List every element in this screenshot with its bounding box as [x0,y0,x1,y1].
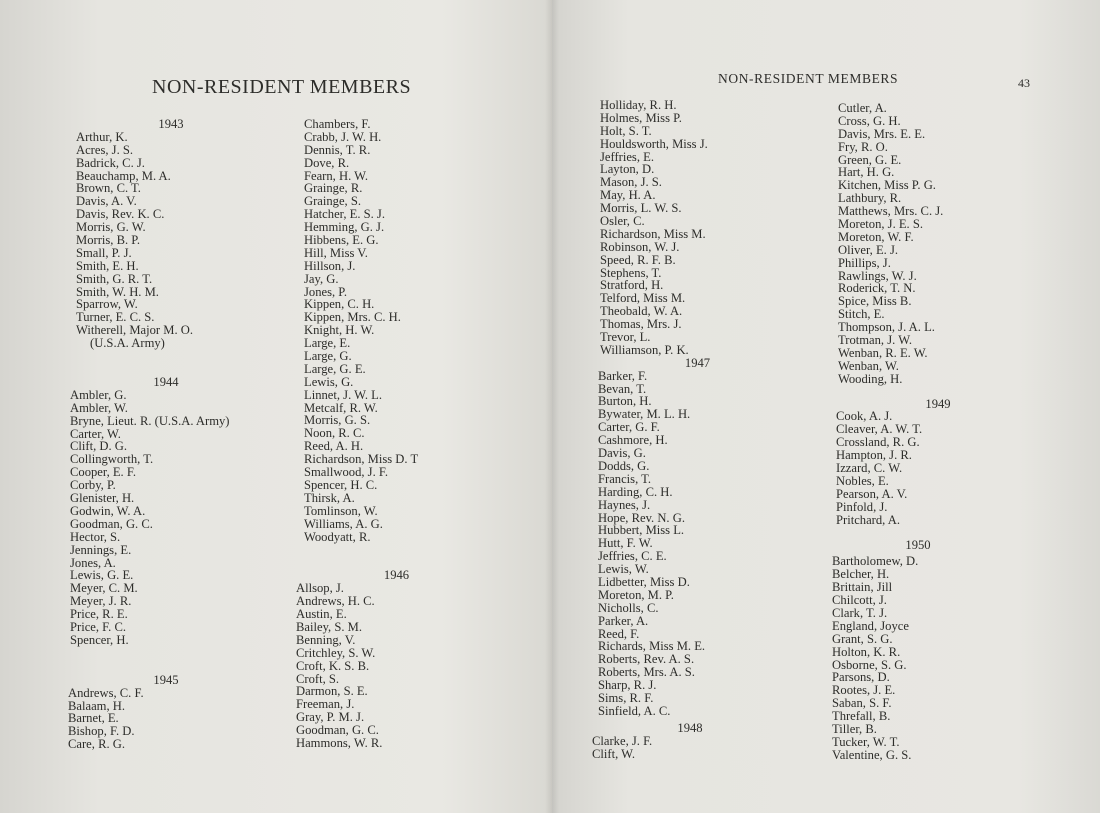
member-entry: Green, G. E. [838,152,902,167]
member-entry: Hibbens, E. G. [304,233,379,248]
member-entry: Price, R. E. [70,607,128,622]
member-entry: Woodyatt, R. [304,529,371,544]
member-entry: Large, G. E. [304,361,366,376]
member-entry: Wooding, H. [838,371,903,386]
member-entry: Holton, K. R. [832,644,901,659]
member-list-1949 [836,410,1038,526]
member-entry: Holmes, Miss P. [600,110,682,125]
member-entry: Freeman, J. [296,697,355,712]
member-entry: Tiller, B. [832,721,877,736]
member-entry: Bywater, M. L. H. [598,407,691,422]
member-entry: Morris, L. W. S. [600,201,682,216]
year-heading-1948: 1948 [677,720,703,735]
member-entry: Carter, W. [70,426,121,441]
member-entry: Witherell, Major M. O. [76,323,194,338]
member-entry: Godwin, W. A. [70,503,146,518]
member-list-1945 [68,687,266,751]
member-entry: Spice, Miss B. [838,294,912,309]
member-entry: Grainge, S. [304,194,362,209]
member-entry: Dennis, T. R. [304,142,371,157]
member-entry: Nicholls, C. [598,600,659,615]
member-entry: Mason, J. S. [600,175,662,190]
member-entry: Jeffries, C. E. [598,549,667,564]
member-entry: Hope, Rev. N. G. [598,510,685,525]
member-entry: Brittain, Jill [832,580,893,595]
member-entry: Kippen, C. H. [304,297,375,312]
member-entry: Moreton, J. E. S. [838,217,924,232]
member-entry: Harding, C. H. [598,484,673,499]
member-entry: Morris, G. S. [304,413,371,428]
member-entry: Francis, T. [598,471,652,486]
member-entry: Bevan, T. [598,381,647,396]
member-entry: Jay, G. [304,271,339,286]
member-entry: Corby, P. [70,478,116,493]
member-entry: Darmon, S. E. [296,684,368,699]
member-entry: England, Joyce [832,618,909,633]
member-entry: Smith, G. R. T. [76,271,153,286]
member-entry: Hill, Miss V. [304,245,368,260]
member-entry: Thomas, Mrs. J. [600,317,682,332]
column-4 [832,101,1038,762]
member-entry: Rootes, J. E. [832,683,896,698]
member-entry: Meyer, C. M. [70,581,138,596]
member-entry: Roberts, Rev. A. S. [598,652,695,667]
member-entry: Cleaver, A. W. T. [836,422,923,437]
member-entry: Andrews, C. F. [68,685,144,700]
member-entry: Davis, G. [598,446,646,461]
member-entry: Bishop, F. D. [68,724,135,739]
member-entry: Belcher, H. [832,567,890,582]
member-entry: Layton, D. [600,162,655,177]
member-entry: Rawlings, W. J. [838,268,917,283]
member-entry: Benning, V. [296,632,356,647]
year-heading-1950: 1950 [905,537,931,552]
member-entry: Grant, S. G. [832,631,893,646]
member-entry: Glenister, H. [70,491,135,506]
member-entry: Beauchamp, M. A. [76,168,171,183]
member-entry: Noon, R. C. [304,426,365,441]
column-2 [296,117,504,750]
member-entry: Stephens, T. [600,265,662,280]
member-entry: Sharp, R. J. [598,678,657,693]
member-entry: Large, E. [304,336,351,351]
member-entry: Clark, T. J. [832,605,888,620]
member-entry: Davis, A. V. [76,194,137,209]
member-entry: Barnet, E. [68,711,119,726]
member-entry: Smallwood, J. F. [304,465,389,480]
member-entry: Knight, H. W. [304,323,375,338]
member-entry: Chilcott, J. [832,593,887,608]
member-entry: Davis, Rev. K. C. [76,207,165,222]
member-entry: Jones, P. [304,284,348,299]
member-entry: Trotman, J. W. [838,333,913,348]
member-entry: Lathbury, R. [838,191,902,206]
member-entry: Badrick, C. J. [76,155,145,170]
member-entry: Acres, J. S. [76,142,134,157]
page-title-left: NON-RESIDENT MEMBERS [152,76,412,98]
member-entry: Hector, S. [70,529,121,544]
member-entry: Bartholomew, D. [832,554,919,569]
member-entry: Sparrow, W. [76,297,138,312]
year-heading-1946: 1946 [383,568,410,583]
member-entry: Metcalf, R. W. [304,400,378,415]
member-entry: Sims, R. F. [598,690,654,705]
member-entry: Jones, A. [70,555,116,570]
member-note: (U.S.A. Army) [90,336,165,351]
member-entry: Jeffries, E. [600,149,654,164]
member-entry: Croft, K. S. B. [296,658,370,673]
member-entry: Brown, C. T. [76,181,141,196]
member-entry: Andrews, H. C. [296,594,375,609]
member-entry: Moreton, W. F. [838,229,914,244]
member-entry: Cooper, E. F. [70,465,136,480]
member-entry: Chambers, F. [304,117,371,131]
member-entry: Smith, W. H. M. [76,284,159,299]
member-entry: Linnet, J. W. L. [304,387,383,402]
member-entry: Matthews, Mrs. C. J. [838,204,944,219]
member-entry: Bailey, S. M. [296,619,362,634]
member-entry: Williamson, P. K. [600,342,689,357]
year-heading-1944: 1944 [153,375,179,390]
member-entry: Threfall, B. [832,709,891,724]
member-entry: Davis, Mrs. E. E. [838,126,926,141]
member-entry: Williams, A. G. [304,516,383,531]
member-entry: Theobald, W. A. [600,304,683,319]
member-entry: Wenban, R. E. W. [838,345,928,360]
member-entry: Allsop, J. [296,581,344,596]
member-entry: Burton, H. [598,394,652,409]
member-entry: Dodds, G. [598,458,650,473]
member-entry: Stratford, H. [600,278,664,293]
year-heading-1947: 1947 [684,355,711,370]
member-entry: Parker, A. [598,613,649,628]
member-entry: Reed, A. H. [304,439,364,454]
member-entry: Gray, P. M. J. [296,710,365,725]
member-entry: Thirsk, A. [304,490,355,505]
member-entry: Meyer, J. R. [70,594,132,609]
member-entry: Morris, G. W. [76,220,146,235]
member-entry: Hubbert, Miss L. [598,523,685,538]
member-list-1947 [598,370,800,718]
member-entry: Jennings, E. [70,542,132,557]
member-entry: Holt, S. T. [600,123,652,138]
member-entry: Wenban, W. [838,358,899,373]
member-entry: Kippen, Mrs. C. H. [304,310,401,325]
member-entry: Izzard, C. W. [836,461,903,476]
year-heading-1949: 1949 [925,396,951,411]
member-entry: Cross, G. H. [838,113,901,128]
member-entry: Cashmore, H. [598,433,668,448]
member-list-1946-cont [600,99,800,357]
member-entry: Hatcher, E. S. J. [304,207,385,222]
member-entry: Houldsworth, Miss J. [600,136,708,151]
member-list-1948-cont [838,102,1038,386]
member-entry: Turner, E. C. S. [76,310,155,325]
member-entry: Lidbetter, Miss D. [598,574,690,589]
member-entry: Nobles, E. [836,473,889,488]
member-entry: Valentine, G. S. [832,747,912,762]
member-entry: Hillson, J. [304,258,356,273]
column-3 [592,98,800,761]
member-entry: Small, P. J. [76,245,132,260]
member-entry: Crossland, R. G. [836,435,920,450]
member-entry: Pearson, A. V. [836,486,908,501]
member-entry: Ambler, W. [70,400,128,415]
member-entry: Roderick, T. N. [838,281,916,296]
member-entry: Reed, F. [598,626,640,641]
member-list-1950 [832,555,1038,761]
page-number: 43 [1018,76,1030,90]
member-entry: Croft, S. [296,671,340,686]
member-entry: Richardson, Miss M. [600,226,706,241]
member-entry: Spencer, H. [70,632,129,647]
member-entry: Richardson, Miss D. T [304,452,419,467]
member-entry: Price, F. C. [70,619,127,634]
member-entry: Smith, E. H. [76,258,139,273]
member-entry: Saban, S. F. [832,696,892,711]
member-entry: Oliver, E. J. [838,242,899,257]
member-list-1946 [296,582,504,750]
member-entry: Trevor, L. [600,330,651,345]
member-entry: Thompson, J. A. L. [838,320,935,335]
member-entry: Sinfield, A. C. [598,703,671,718]
member-entry: Hammons, W. R. [296,735,383,750]
member-list-1943 [76,131,266,337]
member-entry: Holliday, R. H. [600,98,677,112]
member-entry: Cutler, A. [838,101,887,115]
member-entry: Richards, Miss M. E. [598,639,706,654]
member-entry: Goodman, G. C. [296,723,379,738]
member-entry: Lewis, G. E. [70,568,134,583]
member-entry: Large, G. [304,349,352,364]
member-entry: Critchley, S. W. [296,645,376,660]
member-entry: Goodman, G. C. [70,516,153,531]
member-entry: Tomlinson, W. [304,503,378,518]
member-entry: Robinson, W. J. [600,239,680,254]
member-entry: Ambler, G. [70,387,127,402]
member-entry: Hart, H. G. [838,165,895,180]
member-entry: Austin, E. [296,607,347,622]
member-entry: Kitchen, Miss P. G. [838,178,936,193]
member-list-1943-cont [304,118,504,543]
member-entry: Telford, Miss M. [600,291,686,306]
member-entry: Tucker, W. T. [832,734,900,749]
member-entry: Clarke, J. F. [592,733,653,748]
member-entry: Barker, F. [598,368,648,383]
member-entry: Osler, C. [600,214,645,229]
member-entry: Roberts, Mrs. A. S. [598,665,695,680]
member-entry: Pritchard, A. [836,512,901,527]
member-entry: Pinfold, J. [836,499,888,514]
member-entry: Crabb, J. W. H. [304,129,382,144]
member-entry: Arthur, K. [76,129,128,144]
member-entry: Dove, R. [304,155,350,170]
member-entry: Carter, G. F. [598,420,660,435]
book-gutter [545,0,559,813]
member-entry: Clift, W. [592,746,636,761]
member-entry: Bryne, Lieut. R. (U.S.A. Army) [70,413,230,428]
member-entry: Cook, A. J. [836,409,893,424]
member-entry: May, H. A. [600,188,656,203]
member-entry: Collingworth, T. [70,452,154,467]
member-entry: Stitch, E. [838,307,885,322]
year-heading-1945: 1945 [153,672,179,687]
member-entry: Parsons, D. [832,670,890,685]
year-heading-1943: 1943 [158,117,184,131]
member-entry: Haynes, J. [598,497,651,512]
member-entry: Hutt, F. W. [598,536,653,551]
member-entry: Spencer, H. C. [304,477,378,492]
member-entry: Hemming, G. J. [304,220,385,235]
member-entry: Fry, R. O. [838,139,888,154]
member-entry: Balaam, H. [68,698,126,713]
member-entry: Clift, D. G. [70,439,128,454]
member-list-1944 [70,389,266,647]
member-entry: Lewis, W. [598,562,649,577]
member-entry: Morris, B. P. [76,233,141,248]
column-1 [68,117,266,752]
member-entry: Grainge, R. [304,181,363,196]
member-entry: Speed, R. F. B. [600,252,676,267]
member-entry: Osborne, S. G. [832,657,907,672]
member-entry: Care, R. G. [68,737,126,752]
page-title-right: NON-RESIDENT MEMBERS [718,71,899,86]
member-list-1948 [592,735,800,761]
member-entry: Lewis, G. [304,374,354,389]
member-entry: Fearn, H. W. [304,168,369,183]
member-entry: Phillips, J. [838,255,891,270]
member-entry: Moreton, M. P. [598,587,674,602]
member-entry: Hampton, J. R. [836,448,912,463]
